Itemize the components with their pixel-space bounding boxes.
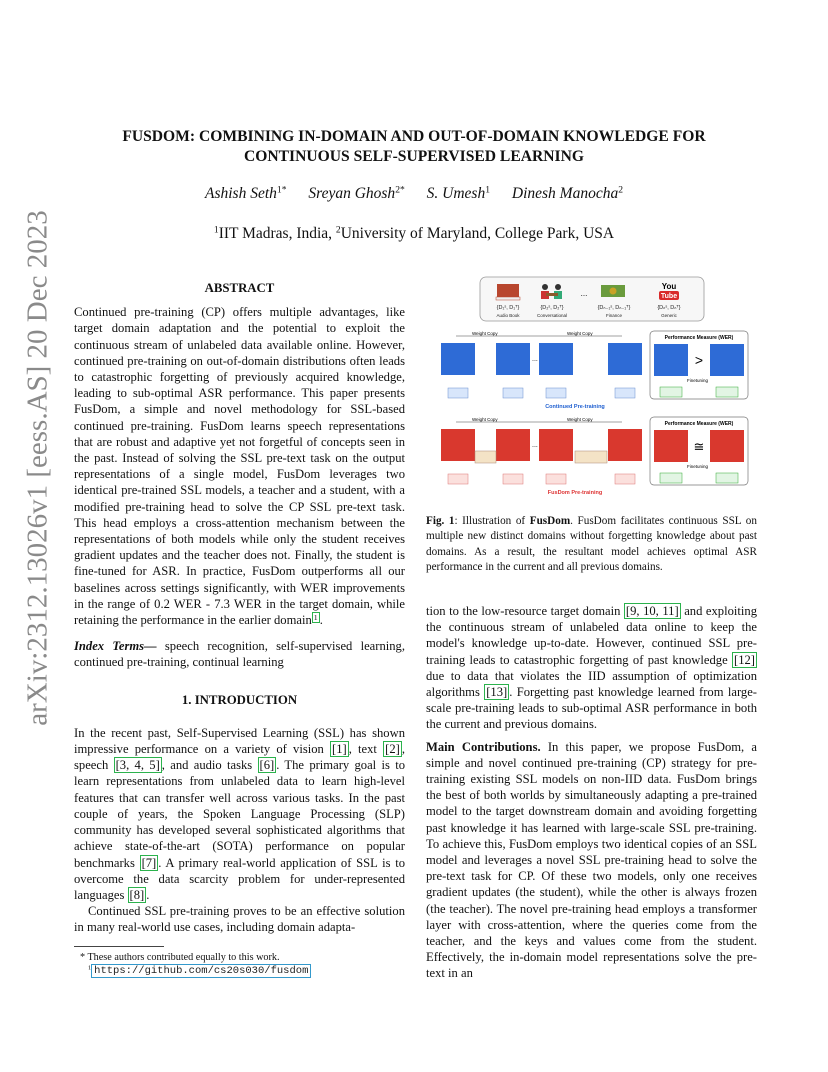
citation-link[interactable]: [1] xyxy=(332,742,347,757)
svg-text:You: You xyxy=(661,282,677,291)
arxiv-stamp: arXiv:2312.13026v1 [eess.AS] 20 Dec 2023 xyxy=(21,210,54,726)
svg-text:FusDom Pre-training: FusDom Pre-training xyxy=(547,490,603,496)
author-list xyxy=(74,185,754,203)
domain-set: {Dₙˢ, Dₙᵀ} xyxy=(657,305,681,311)
fusdom-row xyxy=(441,417,748,496)
svg-text:Weight Copy: Weight Copy xyxy=(472,417,498,422)
money-icon xyxy=(601,285,625,297)
book-icon xyxy=(496,284,520,300)
footnote-link[interactable]: 1 xyxy=(313,612,318,622)
svg-text:Generic: Generic xyxy=(661,313,677,318)
svg-text:Weight Copy: Weight Copy xyxy=(567,331,593,336)
paper-title: FUSDOM: COMBINING IN-DOMAIN AND OUT-OF-DOMAIN KNOWLEDGE FOR CONTINUOUS SELF-SUPERVISED LEARNING xyxy=(122,128,706,165)
abstract-text: Continued pre-training (CP) offers multiple advantages, like target domain adaptation and the potential to exploit the continuous stream of unlabeled data available online. However, continued pre-training on out-of-domain distributions often leads to catastrophic forgetting of previously acquired knowledge, leading to sub-optimal ASR performance. This paper presents FusDom, a simple and novel methodology for SSL-based continued pre-training. FusDom learns speech representations that are robust and adaptive yet not forgetful of concepts seen in the past. Instead of solving the SSL pre-text task on the output representations of a single model, FusDom leverages two identical pre-trained SSL models, a teacher and a student, with a modified pre-training head to solve the CP SSL pre-text task. This head employs a cross-attention mechanism between the representations of both models while only the student receives gradient updates and the teacher does not. Finally, the student is fine-tuned for ASR. In practice, FusDom outperforms all our baselines across settings significantly, with WER improvements in the range of 0.2 WER - 7.3 WER in the target domain, while retaining the performance in the earlier domain $^1$ . xyxy=(74,305,405,628)
svg-text:Conversational: Conversational xyxy=(536,313,568,318)
citation-link[interactable]: [12] xyxy=(734,652,755,667)
svg-text:Finance: Finance xyxy=(605,313,623,318)
intro-paragraph: In the recent past, Self-Supervised Learning (SSL) has shown impressive performance on a variety of vision [1] , text [2] , speech [3, 4, 5] , and audio tasks [6] . The primary goal is to learn representations from unlabeled data to learn high-level features that can transfer well across various tasks. In the past couple of years, the Spoken Language Processing (SLP) community has developed several sophisticated algorithms that achieve state-of-the-art (SOTA) performance on popular benchmarks [7] . A primary real-world application of SSL is to overcome the data scarcity problem for under-represented languages [8] . xyxy=(74,725,405,902)
domain-set: {D₂ˢ, D₂ᵀ} xyxy=(540,305,564,311)
figure-1 xyxy=(432,275,752,497)
citation-link[interactable]: [7] xyxy=(141,855,157,870)
author: Ashish Seth$^{1*}$ xyxy=(204,184,287,202)
footnote-rule xyxy=(74,946,164,947)
figure-caption: Fig. 1: Illustration of FusDom. FusDom facilitates continuous SSL on multiple new distinct domains without forgetting knowledge about past domains. As a result, the resultant model achieves optimal ASR performance in the current and all previous domains. xyxy=(426,515,757,574)
svg-text:Continued Pre-training: Continued Pre-training xyxy=(545,404,605,410)
citation-link[interactable]: [8] xyxy=(129,887,145,902)
citation-link[interactable]: [9, 10, 11] xyxy=(625,604,679,618)
author: Dinesh Manocha$^2$ xyxy=(511,184,624,202)
citation-link[interactable]: [3, 4, 5] xyxy=(115,758,160,773)
svg-text:...: ... xyxy=(532,356,538,363)
svg-text:Audio Book: Audio Book xyxy=(496,313,520,318)
affiliations: $^1$IIT Madras, India, $^2$University of Maryland, College Park, USA xyxy=(213,224,615,242)
svg-text:Weight Copy: Weight Copy xyxy=(567,417,593,422)
citation-link[interactable]: [6] xyxy=(259,758,275,773)
svg-text:Performance Measure (WER): Performance Measure (WER) xyxy=(664,421,734,427)
citation-link[interactable]: [2] xyxy=(385,742,400,757)
footnote: * These authors contributed equally to this work. xyxy=(80,952,280,963)
intro-paragraph: Continued SSL pre-training proves to be an effective solution in many real-world use cases, including domain adapta- xyxy=(74,904,405,935)
index-terms: Index Terms— speech recognition, self-supervised learning, continued pre-training, continual learning xyxy=(74,639,405,670)
svg-text:>: > xyxy=(694,352,704,368)
svg-text:...: ... xyxy=(580,289,588,298)
svg-text:Finetuning: Finetuning xyxy=(687,464,709,469)
svg-text:Tube: Tube xyxy=(660,293,678,300)
contributions-paragraph: Main Contributions. In this paper, we propose FusDom, a simple and novel continued pre-training (CP) strategy for pre-training existing SSL models on non-IID data. FusDom brings the best of both worlds by simultaneously adapting a pre-trained model to the target downstream domain and avoiding forgetting past knowledge it has learned with large-scale SSL pre-training. To achieve this, FusDom employs two identical copies of an SSL model and leverages a novel SSL pre-training head to solve the pre-text task for CP. Of these two models, only one receives gradient updates (the student), while the other is always frozen (the teacher). The novel pre-training head employs a transformer layer with cross-attention, where the queries come from the teacher, and the keys and values come from the student. Effectively, the in-domain model representations solve the pre-text in an xyxy=(426,739,757,981)
author: S. Umesh$^1$ xyxy=(426,184,491,202)
citation-link[interactable]: [13] xyxy=(486,685,508,700)
section-heading: 1. INTRODUCTION xyxy=(181,692,298,707)
cp-row xyxy=(441,331,748,410)
svg-text:Performance Measure (WER): Performance Measure (WER) xyxy=(664,335,734,341)
right-column xyxy=(426,603,757,982)
svg-text:Weight Copy: Weight Copy xyxy=(472,331,498,336)
domain-set: {D₁ˢ, D₁ᵀ} xyxy=(496,305,520,311)
svg-text:≅: ≅ xyxy=(693,439,705,454)
abstract-heading: ABSTRACT xyxy=(204,281,275,295)
youtube-icon xyxy=(659,282,679,300)
domain-set: {Dₙ₋₁ˢ, Dₙ₋₁ᵀ} xyxy=(597,305,631,311)
footnote: $^1$ https://github.com/cs20s030/fusdom xyxy=(88,965,418,978)
github-link[interactable]: https://github.com/cs20s030/fusdom xyxy=(91,964,311,978)
body-paragraph: tion to the low-resource target domain [9, 10, 11] and exploiting the continuous stream of unlabeled data online to keep the model's knowledge up-to-date. However, continued SSL pre-training leads to catastrophic forgetting of past knowledge [12] due to data that violates the IID assumption of optimization algorithms [13] . Forgetting past knowledge learned from large-scale pre-training leads to sub-optimal ASR performance in both the current and previous domains. xyxy=(426,604,757,732)
author: Sreyan Ghosh$^{2*}$ xyxy=(308,184,405,202)
svg-text:Finetuning: Finetuning xyxy=(687,378,709,383)
left-column xyxy=(74,280,405,936)
svg-text:...: ... xyxy=(532,442,538,449)
